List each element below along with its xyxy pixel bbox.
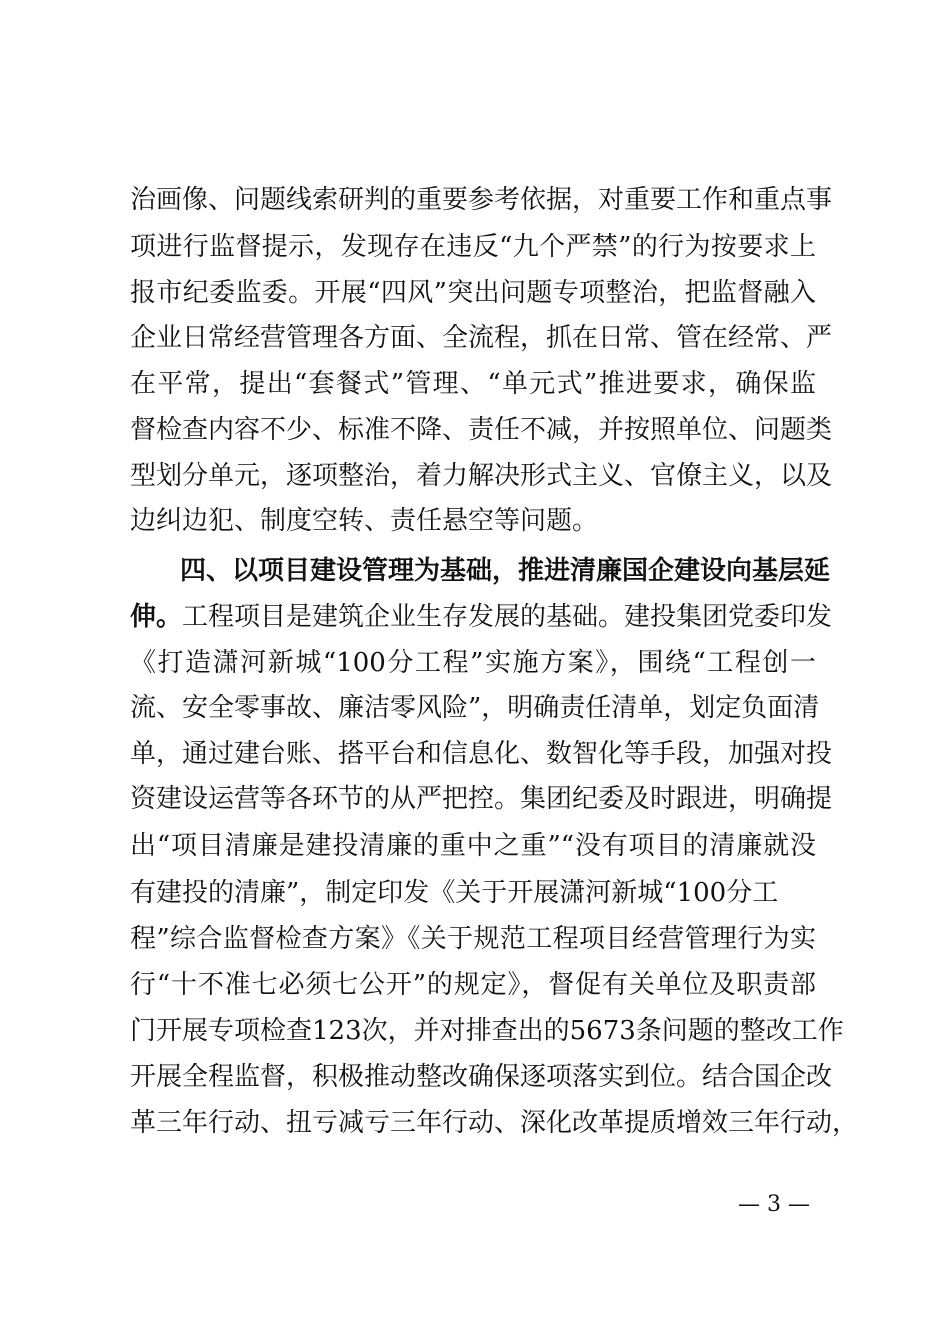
text-line: 项进行监督提示，发现存在违反“九个严禁”的行为按要求上	[130, 232, 816, 262]
text-line: 有建投的清廉”，制定印发《关于开展潇河新城“100分工	[130, 878, 779, 908]
text-line: 报市纪委监委。开展“四风”突出问题专项整治，把监督融入	[130, 278, 816, 308]
section-heading-tail: 伸。	[130, 602, 183, 632]
text-line: 出“项目清廉是建投清廉的重中之重”“没有项目的清廉就没	[130, 831, 816, 861]
text-line: 《打造潇河新城“100分工程”实施方案》，围绕“工程创一	[130, 648, 816, 678]
text-line: 资建设运营等各环节的从严把控。集团纪委及时跟进，明确提	[130, 784, 833, 814]
text-line: 革三年行动、扭亏减亏三年行动、深化改革提质增效三年行动，	[130, 1108, 859, 1138]
text-line: 开展全程监督，积极推动整改确保逐项落实到位。结合国企改	[130, 1062, 833, 1092]
text-line: 程”综合监督检查方案》《关于规范工程项目经营管理行为实	[130, 924, 816, 954]
text-line: 治画像、问题线索研判的重要参考依据，对重要工作和重点事	[130, 185, 833, 215]
text-line: 督检查内容不少、标准不降、责任不减，并按照单位、问题类	[130, 415, 833, 445]
text-line: 边纠边犯、制度空转、责任悬空等问题。	[130, 506, 599, 536]
text-line	[130, 601, 833, 633]
section-heading: 四、以项目建设管理为基础，推进清廉国企建设向基层延	[180, 556, 831, 586]
text-line: 行“十不准七必须七公开”的规定》，督促有关单位及职责部	[130, 970, 816, 1000]
text-segment: 工程项目是建筑企业生存发展的基础。建投集团党委印发	[182, 602, 833, 632]
page-number: — 3 —	[738, 1192, 810, 1217]
text-line: 单，通过建台账、搭平台和信息化、数智化等手段，加强对投	[130, 739, 833, 769]
text-line: 企业日常经营管理各方面、全流程，抓在日常、管在经常、严	[130, 323, 833, 353]
text-line: 门开展专项检查123次，并对排查出的5673条问题的整改工作	[130, 1016, 844, 1046]
text-line: 型划分单元，逐项整治，着力解决形式主义、官僚主义，以及	[130, 461, 833, 491]
text-line: 流、安全零事故、廉洁零风险”，明确责任清单，划定负面清	[130, 693, 820, 723]
text-line: 在平常，提出“套餐式”管理、“单元式”推进要求，确保监	[130, 369, 816, 399]
